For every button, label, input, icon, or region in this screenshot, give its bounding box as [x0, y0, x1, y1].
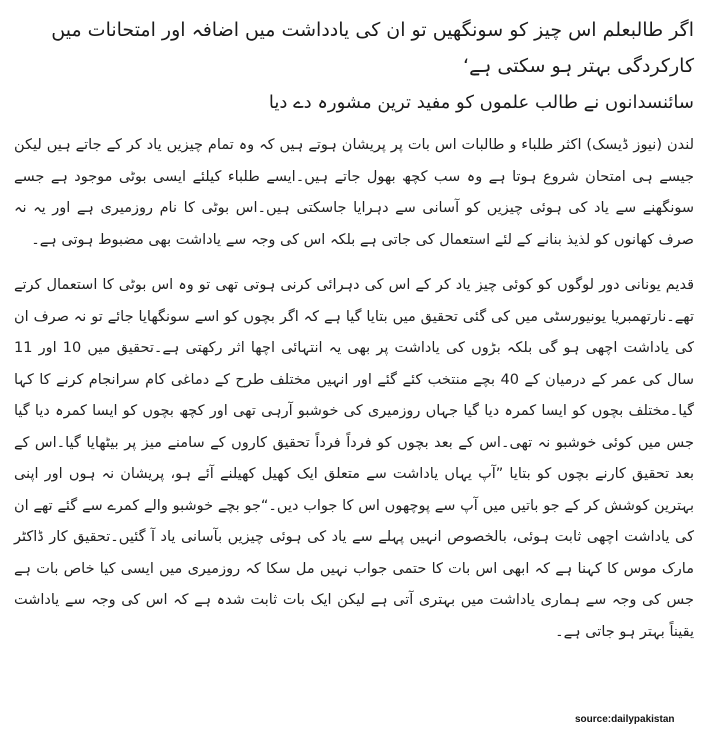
article-subheadline: سائنسدانوں نے طالب علموں کو مفید ترین مشورہ دے دیا — [268, 92, 694, 113]
article-paragraph-research: قدیم یونانی دور لوگوں کو کوئی چیز یاد کر کے اس کی دہرائی کرنی ہوتی تھی تو وہ اس بوٹی کا استعمال کرتے تھے۔نارتھمبریا یونیورسٹی میں کی گئی تحقیق میں بتایا گیا ہے کہ اگر بچوں کو اسے سونگھایا جائے تو نہ صرف ان کی یاداشت اچھی ہو گی بلکہ بڑوں کی یاداشت پر بھی یہ انتہائی اچھا اثر رکھتی ہے۔تحقیق میں 10 اور 11 سال کی عمر کے درمیان کے 40 بچے منتخب کئے گئے اور انہیں مختلف طرح کے دماغی کام سرانجام کرنے کا کہا گیا۔مختلف بچوں کو ایسا کمرہ دیا گیا جہاں روزمیری کی خوشبو آرہی تھی اور کچھ بچوں کو ایسا کمرہ دیا گیا جس میں کوئی خوشبو نہ تھی۔اس کے بعد بچوں کو فرداً فرداً تحقیق کاروں کے سامنے میز پر بیٹھایا گیا۔اس کے بعد تحقیق کارنے بچوں کو بتایا ”آپ یہاں یاداشت سے متعلق ایک کھیل کھیلنے آئے ہو، پریشان نہ ہوں اور اپنی بہترین کوشش کر کے جو باتیں میں آپ سے پوچھوں اس کا جواب دیں۔“جو بچے خوشبو والے کمرے سے گئے تھے ان کی یاداشت اچھی ثابت ہوئی، بالخصوص انہیں پہلے سے یاد کی ہوئی چیزیں بآسانی یاد آ گئیں۔تحقیق کار ڈاکٹر مارک موس کا کہنا ہے کہ ابھی اس بات کا حتمی جواب نہیں مل سکا کہ روزمیری میں ایسی کیا خاص بات ہے جس کی وجہ سے ہماری یاداشت میں بہتری آتی ہے لیکن ایک بات ثابت شدہ ہے کہ اس کی وجہ سے یاداشت یقیناً بہتر ہو جاتی ہے۔ — [14, 277, 695, 640]
article — [14, 12, 694, 662]
source-credit: source:dailypakistan — [575, 714, 675, 725]
article-headline: اگر طالبعلم اس چیز کو سونگھیں تو ان کی یادداشت میں اضافہ اور امتحانات میں کارکردگی بہتر ہو سکتی ہے‘ — [51, 19, 694, 77]
article-paragraph-intro: لندن (نیوز ڈیسک) اکثر طلباء و طالبات اس بات پر پریشان ہوتے ہیں کہ وہ تمام چیزیں یاد کر کے جاتے ہیں لیکن جیسے ہی امتحان شروع ہوتا ہے وہ سب کچھ بھول جاتے ہیں۔ایسے طلباء کیلئے ایسی بوٹی موجود ہے جسے سونگھنے سے یاد کی ہوئی چیزیں کو آسانی سے دہرایا جاسکتی ہیں۔اس بوٹی کا نام روزمیری ہے اور یہ نہ صرف کھانوں کو لذیذ بنانے کے لئے استعمال کی جاتی ہے بلکہ اس کی وجہ سے یاداشت بھی مضبوط ہوتی ہے۔ — [14, 137, 694, 248]
article-body — [14, 130, 694, 648]
